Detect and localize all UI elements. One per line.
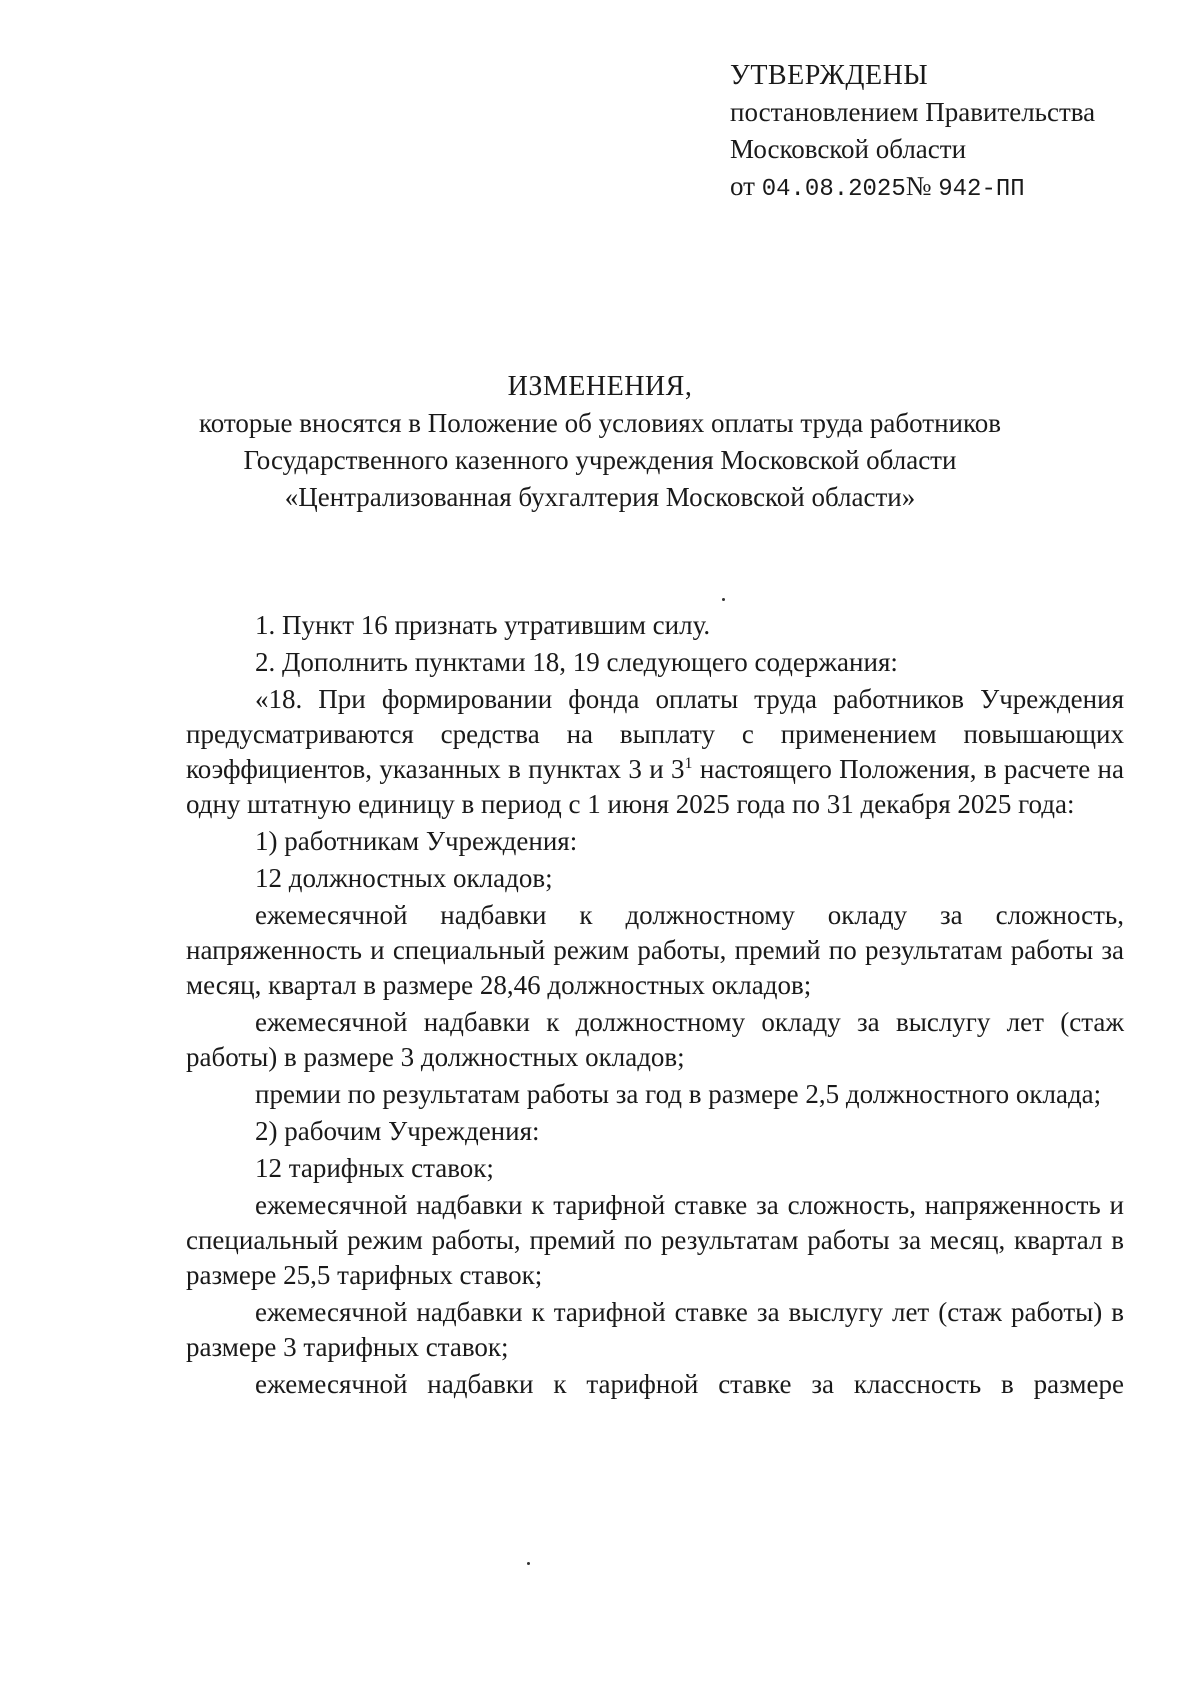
scan-speck [722,598,725,601]
paragraph-5: 12 должностных окладов; [255,863,553,893]
paragraph-4: 1) работникам Учреждения: [255,826,578,856]
approval-line-2: Московской области [730,134,967,164]
paragraph-3-part-2: настоящего Положения, в расчете на одну штатную единицу в период с 1 июня 2025 года по 31 декабря 2025 года: [186,754,1124,819]
paragraph-9: 2) рабочим Учреждения: [255,1116,540,1146]
paragraph-6: ежемесячной надбавки к должностному окладу за сложность, напряженность и специальный режим работы, премий по результатам работы за месяц, квартал в размере 28,46 должностных окладов; [186,900,1124,1000]
paragraph-11: ежемесячной надбавки к тарифной ставке за сложность, напряженность и специальный режим работы, премий по результатам работы за месяц, квартал в размере 25,5 тарифных ставок; [186,1190,1124,1290]
paragraph-13: ежемесячной надбавки к тарифной ставке за классность в размере [255,1369,1124,1399]
date-prefix: от [730,171,755,201]
heading-title: ИЗМЕНЕНИЯ, [507,371,693,402]
paragraph-3-part-1: «18. При формировании фонда оплаты труда работников Учреждения предусматриваются средства на выплату с применением повышающих коэффициентов, указанных в пунктах 3 и 3 [186,684,1124,784]
approval-title: УТВЕРЖДЕНЫ [730,60,929,91]
approval-line-1: постановлением Правительства [730,97,1096,127]
paragraph-8: премии по результатам работы за год в размере 2,5 должностного оклада; [255,1079,1102,1109]
paragraph-12: ежемесячной надбавки к тарифной ставке за выслугу лет (стаж работы) в размере 3 тарифных ставок; [186,1297,1124,1362]
paragraph-7: ежемесячной надбавки к должностному окладу за выслугу лет (стаж работы) в размере 3 должностных окладов; [186,1007,1124,1072]
approval-date-line [730,168,1095,208]
heading-line-3: «Централизованная бухгалтерия Московской области» [284,482,916,512]
document-body [186,608,1124,1402]
paragraph-1: 1. Пункт 16 признать утратившим силу. [255,610,711,640]
document-heading [0,368,1200,516]
heading-line-1: которые вносятся в Положение об условиях оплаты труда работников [199,408,1001,438]
paragraph-3-superscript: 1 [684,755,693,772]
paragraph-2: 2. Дополнить пунктами 18, 19 следующего содержания: [255,647,898,677]
paragraph-10: 12 тарифных ставок; [255,1153,494,1183]
paragraph-3 [186,682,1124,822]
heading-line-2: Государственного казенного учреждения Московской области [243,445,957,475]
approval-date: 04.08.2025 [761,176,906,203]
approval-block [730,57,1095,208]
number-sign: № [905,171,932,201]
scan-speck [527,1562,530,1565]
approval-number: 942-ПП [938,176,1025,203]
